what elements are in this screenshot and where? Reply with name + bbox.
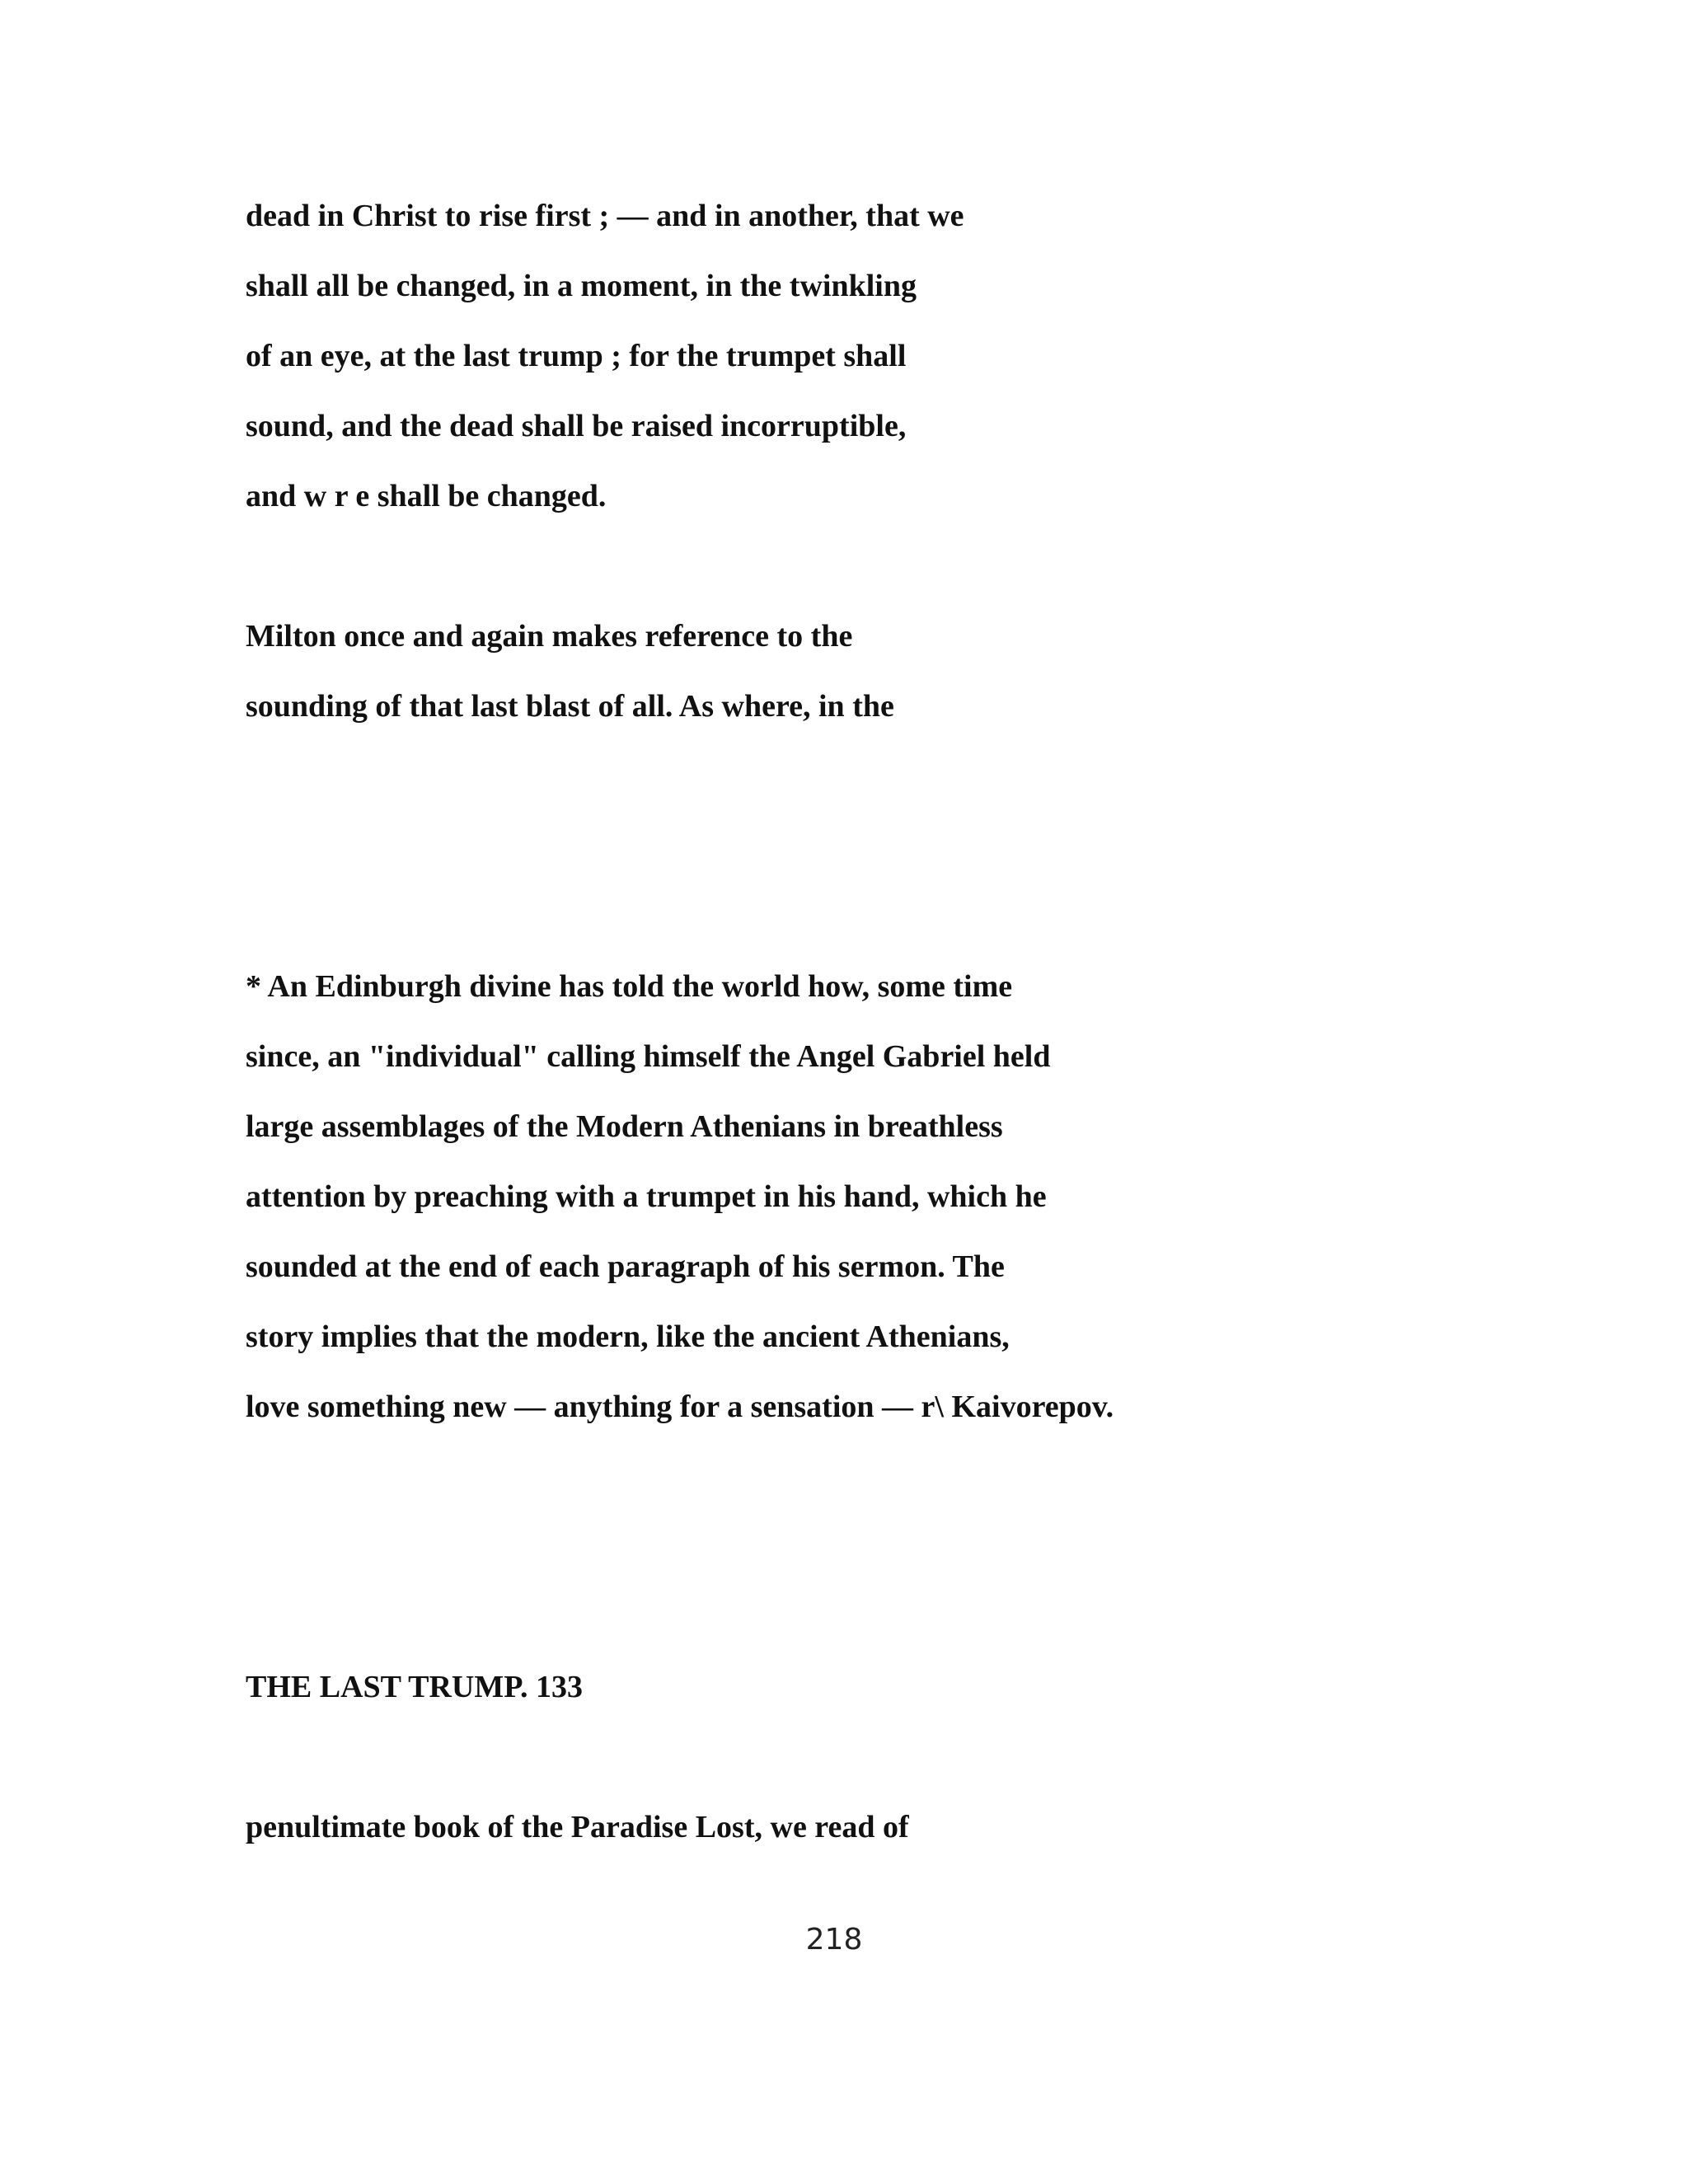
paragraph-line: of an eye, at the last trump ; for the trumpet shall [246, 339, 907, 373]
paragraph-line: sound, and the dead shall be raised incorruptible, [246, 409, 907, 443]
page-number: 218 [805, 1923, 863, 1957]
paragraph-line: shall all be changed, in a moment, in the twinkling [246, 269, 917, 303]
footnote-line: story implies that the modern, like the ancient Athenians, [246, 1319, 1010, 1354]
running-header: THE LAST TRUMP. 133 [246, 1670, 583, 1704]
paragraph-line: and w r e shall be changed. [246, 479, 607, 513]
paragraph-line: Milton once and again makes reference to the [246, 619, 853, 654]
paragraph-line: sounding of that last blast of all. As where, in the [246, 689, 894, 724]
paragraph-line: dead in Christ to rise first ; — and in another, that we [246, 199, 964, 233]
footnote-line: large assemblages of the Modern Athenians in breathless [246, 1109, 1003, 1144]
footnote-line: sounded at the end of each paragraph of his sermon. The [246, 1249, 1005, 1284]
footnote-line: since, an "individual" calling himself the Angel Gabriel held [246, 1039, 1051, 1074]
footnote-line: love something new — anything for a sensation — r\ Kaivorepov. [246, 1390, 1114, 1424]
footnote-line: * An Edinburgh divine has told the world how, some time [246, 969, 1013, 1004]
footnote-line: attention by preaching with a trumpet in his hand, which he [246, 1179, 1047, 1214]
paragraph-line: penultimate book of the Paradise Lost, we read of [246, 1810, 909, 1844]
